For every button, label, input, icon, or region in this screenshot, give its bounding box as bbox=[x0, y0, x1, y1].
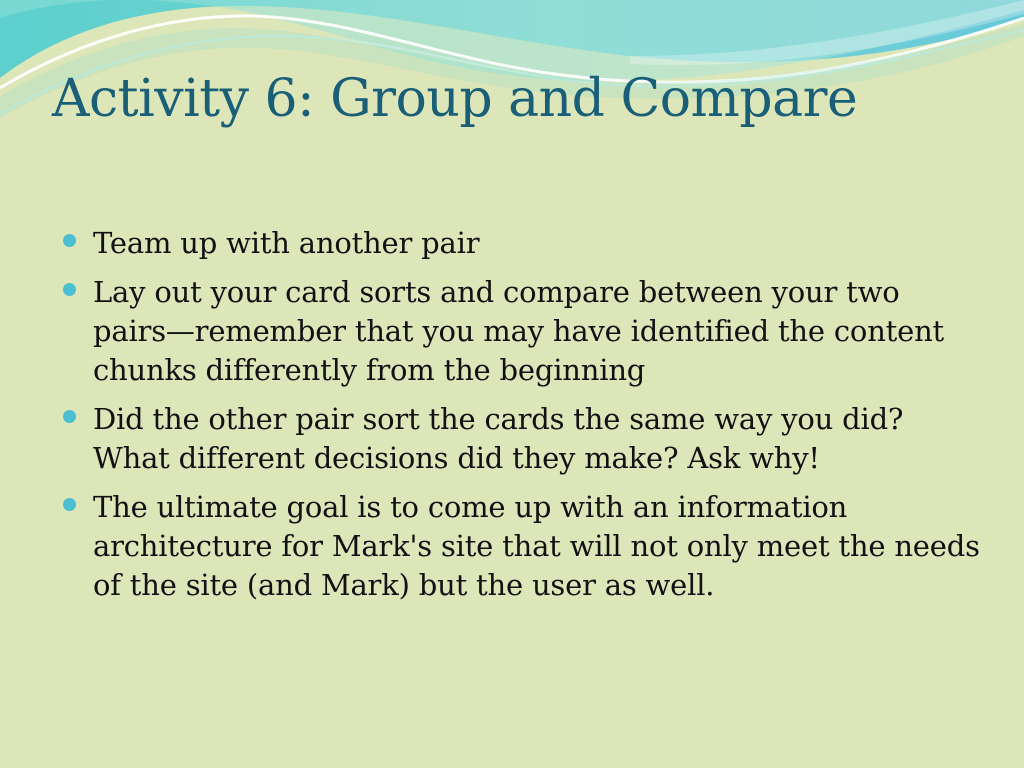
bullet-item bbox=[60, 488, 980, 605]
bullet-item bbox=[60, 400, 980, 478]
slide-title: Activity 6: Group and Compare bbox=[52, 69, 858, 129]
bullet-text: The ultimate goal is to come up with an information architecture for Mark's site that will not only meet the needs of the site (and Mark) but the user as well. bbox=[93, 490, 980, 602]
bullet-dot-icon bbox=[63, 283, 76, 296]
bullet-dot-icon bbox=[63, 498, 76, 511]
bullet-list bbox=[60, 224, 980, 615]
bullet-text: Lay out your card sorts and compare between your two pairs—remember that you may have identified the content chunks differently from the beginning bbox=[93, 275, 945, 387]
bullet-dot-icon bbox=[63, 410, 76, 423]
bullet-dot-icon bbox=[63, 234, 76, 247]
bullet-item bbox=[60, 273, 980, 390]
bullet-text: Team up with another pair bbox=[93, 226, 480, 260]
bullet-text: Did the other pair sort the cards the same way you did? What different decisions did they make? Ask why! bbox=[93, 402, 904, 475]
bullet-item bbox=[60, 224, 980, 263]
